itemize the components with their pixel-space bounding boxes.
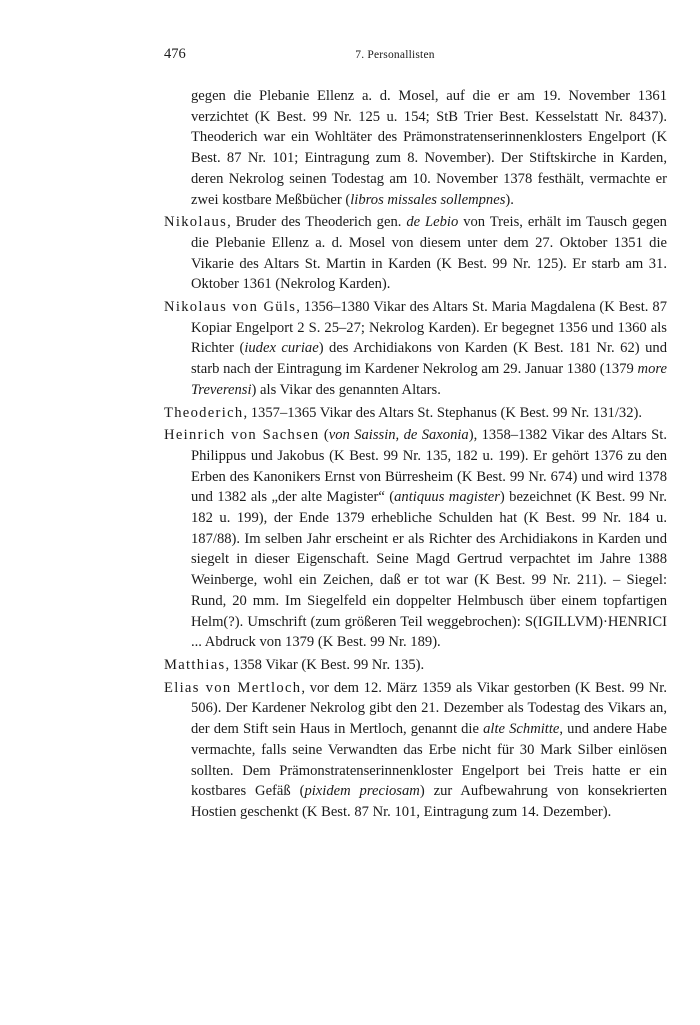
entry-matthias: Matthias, 1358 Vikar (K Best. 99 Nr. 135). [164,656,425,673]
entry-theoderich: Theoderich, 1357–1365 Vikar des Altars St. Stephanus (K Best. 99 Nr. 131/32). [164,404,642,421]
entry-name: Theoderich [164,404,244,421]
entry-name: Nikolaus von Güls [164,299,297,316]
entry-elias-von-mertloch: Elias von Mertloch, vor dem 12. März 1359 als Vikar gestorben (K Best. 99 Nr. 506). Der Kardener Nekrolog gibt den 21. Dezember als Todestag des Vikars an, der dem Stift sein Haus in Mertloch, genannt die alte Schmitte, und andere Habe vermachte, falls seine Verwandten das Erbe nicht für 30 Mark Silber einlösen sollten. Dem Prämonstratenserinnenkloster Engelport bei Treis hatte er ein kostbares Gefäß (pixidem preciosam) zur Aufbewahrung von konsekrierten Hostien geschenkt (K Best. 87 Nr. 101, Eintragung zum 14. Dezember). [164,679,668,820]
entry-heinrich-von-sachsen: Heinrich von Sachsen (von Saissin, de Saxonia), 1358–1382 Vikar des Altars St. Philippus und Jakobus (K Best. 99 Nr. 135, 182 u. 199). Er gehört 1376 zu den Erben des Kanonikers Ernst von Bürresheim (K Best. 99 Nr. 674) und wird 1378 und 1382 als „der alte Magister“ (antiquus magister) bezeichnet (K Best. 99 Nr. 182 u. 199), der Ende 1379 erhebliche Schulden hat (K Best. 99 Nr. 184 u. 187/88). Im selben Jahr erscheint er als Richter des Archidiakons in Karden und siegelt in dieser Eigenschaft. Seine Magd Gertrud verpachtet im Jahre 1388 Weinberge, wohl ein Zeichen, daß er tot war (K Best. 99 Nr. 211). – Siegel: Rund, 20 mm. Im Siegelfeld ein doppelter Helmbusch über einem topfartigen Helm(?). Umschrift (zum größeren Teil weggebrochen): S(IGILLVM)·HENRICI ... Abdruck von 1379 (K Best. 99 Nr. 189). [164,427,667,651]
entry-nikolaus-von-guels: Nikolaus von Güls, 1356–1380 Vikar des Altars St. Maria Magdalena (K Best. 87 Kopiar Engelport 2 S. 25–27; Nekrolog Karden). Er begegnet 1356 und 1360 als Richter (iudex curiae) des Archidiakons von Karden (K Best. 181 Nr. 62) und starb nach der Eintragung im Kardener Nekrolog am 29. Januar 1380 (1379 more Treverensi) als Vikar des genannten Altars. [164,299,667,398]
entry-name: Elias von Mertloch [164,679,302,696]
entry-name: Matthias [164,656,226,673]
entry-name: Heinrich von Sachsen [164,427,320,444]
running-head: 7. Personallisten [355,49,435,61]
body-text [164,86,667,825]
paragraph-continuation: gegen die Plebanie Ellenz a. d. Mosel, auf die er am 19. November 1361 verzichtet (K Best. 99 Nr. 125 u. 154; StB Trier Best. Kesselstatt Nr. 8437). Theoderich war ein Wohltäter des Prämonstratenserinnenklosters Engelport (K Best. 87 Nr. 101; Eintragung zum 8. November). Der Stiftskirche in Karden, deren Nekrolog seinen Todestag am 10. November 1378 festhält, vermachte er zwei kostbare Meßbücher (libros missales sollempnes). [191,88,667,208]
page-number: 476 [164,46,186,62]
entry-name: Nikolaus [164,214,228,231]
entry-nikolaus: Nikolaus, Bruder des Theoderich gen. de Lebio von Treis, erhält im Tausch gegen die Plebanie Ellenz a. d. Mosel von diesem unter dem 27. Oktober 1351 die Vikarie des Altars St. Martin in Karden (K Best. 99 Nr. 125). Er starb am 31. Oktober 1361 (Nekrolog Karden). [164,214,667,293]
